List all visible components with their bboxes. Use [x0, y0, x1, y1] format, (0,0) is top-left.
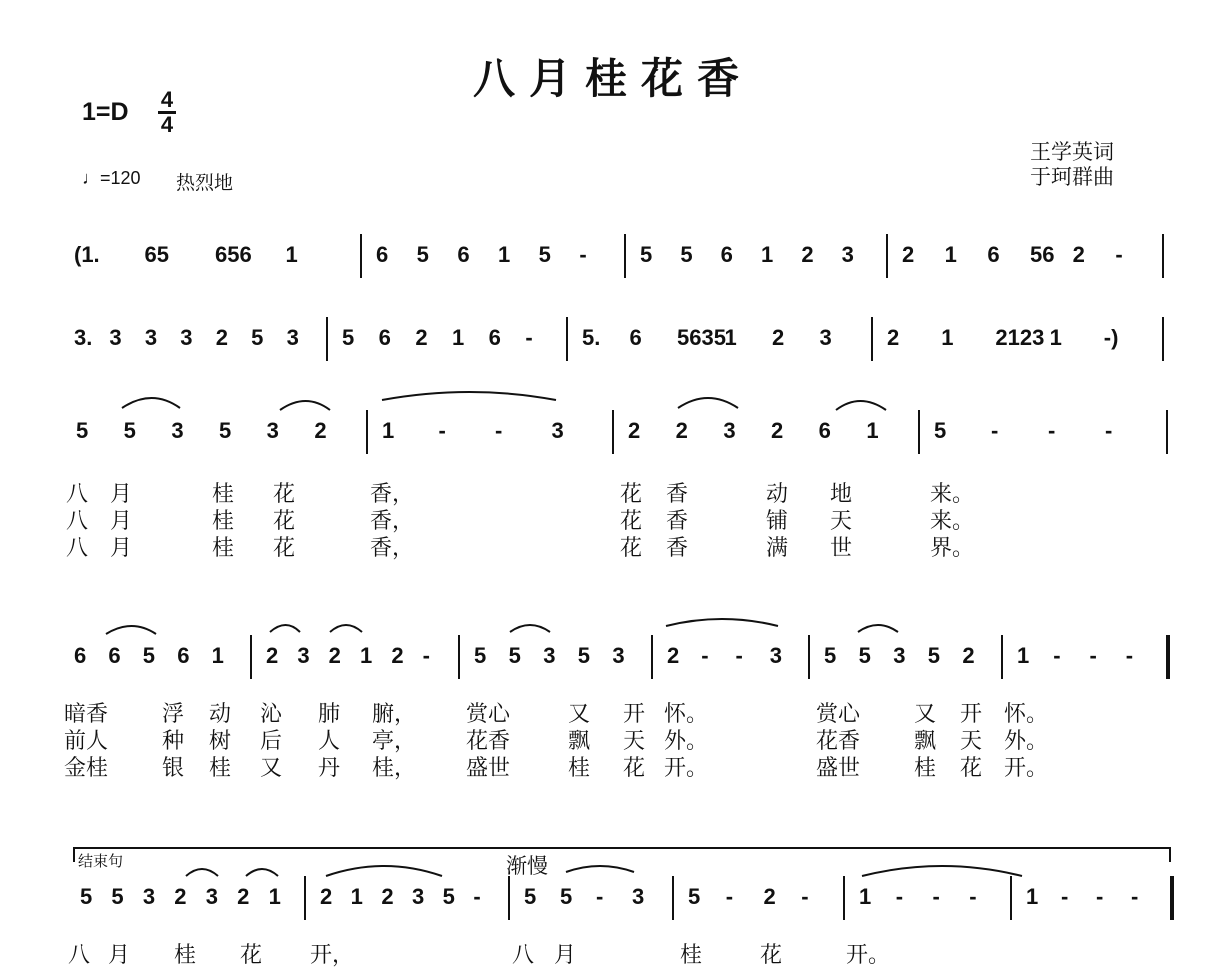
score-note: 2 — [771, 418, 784, 443]
lyric-syllable: 月 — [110, 536, 133, 561]
score-note: 5 — [640, 242, 653, 267]
slur-arc — [666, 619, 778, 626]
lyric-syllable: 暗香 — [64, 702, 109, 727]
lyric-syllable: 八 — [512, 943, 535, 968]
score-note: 6 — [720, 242, 733, 267]
lyric-syllable: 赏心 — [816, 702, 861, 727]
score-note: 2 — [887, 325, 900, 350]
lyric-syllable: 外。 — [1004, 729, 1049, 754]
score-note: 3 — [171, 418, 184, 443]
key-signature: 1=D — [82, 98, 129, 126]
score-note: 6 — [177, 643, 190, 668]
lyric-syllable: 桂 — [212, 509, 235, 534]
score-note: - — [422, 643, 430, 668]
lyric-syllable: 天 — [623, 729, 646, 754]
score-note: - — [801, 884, 809, 909]
score-note: 5 — [680, 242, 693, 267]
lyric-syllable: 银 — [162, 756, 185, 781]
score-note: 1 — [941, 325, 954, 350]
lyric-syllable: 花 — [623, 756, 646, 781]
score-note: 1 — [1026, 884, 1039, 909]
score-note: 2 — [314, 418, 327, 443]
score-note: 1 — [866, 418, 879, 443]
lyric-syllable: 怀。 — [664, 702, 709, 727]
score-note: - — [495, 418, 503, 443]
lyric-syllable: 后 — [260, 729, 283, 754]
slur-arc — [280, 401, 330, 410]
lyric-syllable: 天 — [830, 509, 853, 534]
score-note: 1 — [382, 418, 395, 443]
lyric-syllable: 桂 — [212, 482, 235, 507]
lyric-syllable: 花 — [620, 509, 643, 534]
score-note: 6 — [376, 242, 389, 267]
score-note: 2 — [328, 643, 341, 668]
slur-arc — [862, 866, 1022, 876]
score-note: 3 — [893, 643, 906, 668]
score-note: 2 — [1072, 242, 1085, 267]
score-note: - — [932, 884, 940, 909]
slur-arc — [836, 401, 886, 410]
score-note: 2123 — [995, 325, 1045, 350]
score-note: 5 — [111, 884, 124, 909]
score-note: 5 — [577, 643, 591, 668]
lyric-syllable: 月 — [110, 482, 133, 507]
lyric-syllable: 世 — [830, 536, 853, 561]
score-note: 1 — [944, 242, 957, 267]
score-note: - — [725, 884, 734, 909]
lyric-syllable: 花 — [960, 756, 983, 781]
lyric-syllable: 花 — [273, 536, 296, 561]
score-note: 6 — [818, 418, 831, 443]
score-note: 5 — [538, 242, 551, 267]
lyric-syllable: 来。 — [930, 482, 975, 507]
score-note: - — [1053, 643, 1061, 668]
score-note: 5 — [76, 418, 89, 443]
lyric-syllable: 花 — [620, 536, 643, 561]
score-note: 5. — [582, 325, 601, 350]
score-note: - — [1131, 884, 1139, 909]
lyric-syllable: 桂 — [680, 943, 703, 968]
score-note: - — [991, 418, 999, 443]
score-note: 2 — [381, 884, 394, 909]
score-note: (1. — [74, 242, 100, 267]
lyric-syllable: 天 — [960, 729, 983, 754]
score-note: 1 — [1017, 643, 1030, 668]
slur-arc — [330, 625, 362, 632]
score-note: 3 — [612, 643, 625, 668]
lyric-syllable: 前人 — [64, 729, 109, 754]
score-note: 3 — [723, 418, 736, 443]
time-sig-numerator: 4 — [160, 87, 174, 112]
score-note: 3 — [819, 325, 832, 350]
score-note: -) — [1103, 325, 1119, 350]
score-note: 3 — [297, 643, 310, 668]
lyric-syllable: 八 — [66, 482, 89, 507]
lyric-syllable: 怀。 — [1004, 702, 1049, 727]
composer-credit: 于珂群曲 — [1030, 166, 1114, 189]
score-note: 5 — [219, 418, 232, 443]
score-note: 5635 — [677, 325, 726, 350]
score-note: - — [1089, 643, 1097, 668]
slur-arc — [678, 398, 738, 408]
lyric-syllable: 飘 — [568, 729, 591, 754]
score-note: 2 — [415, 325, 428, 350]
score-note: 3 — [109, 325, 122, 350]
lyric-syllable: 开， — [310, 943, 355, 968]
score-note: 5 — [123, 418, 136, 443]
lyric-syllable: 满 — [766, 536, 789, 561]
lyric-syllable: 又 — [260, 756, 283, 781]
score-note: 2 — [675, 418, 688, 443]
lyric-syllable: 又 — [568, 702, 591, 727]
score-note: 5 — [688, 884, 701, 909]
score-note: 5 — [142, 643, 156, 668]
slur-arc — [270, 625, 300, 632]
score-note: 6 — [457, 242, 470, 267]
slur-arc — [106, 626, 156, 634]
lyric-syllable: 亭， — [372, 729, 417, 754]
score-note: 5 — [508, 643, 521, 668]
score-note: 3 — [286, 325, 299, 350]
lyric-syllable: 桂 — [568, 756, 591, 781]
lyric-syllable: 开。 — [846, 943, 891, 968]
score-note: - — [473, 884, 481, 909]
lyric-syllable: 花 — [620, 482, 643, 507]
score-note: 1 — [761, 242, 774, 267]
score-note: 6 — [378, 325, 391, 350]
slur-arc — [382, 392, 556, 400]
score-note: 5 — [474, 643, 487, 668]
score-note: 5 — [342, 325, 355, 350]
score-note: 1 — [452, 325, 465, 350]
lyric-syllable: 花 — [273, 509, 296, 534]
score-note: 5 — [927, 643, 941, 668]
score-note: 1 — [498, 242, 511, 267]
lyric-syllable: 飘 — [914, 729, 937, 754]
time-sig-denominator: 4 — [160, 112, 174, 137]
score-note: - — [1125, 643, 1134, 668]
lyric-syllable: 花 — [240, 943, 263, 968]
coda-bracket — [74, 848, 1170, 862]
lyric-syllable: 又 — [914, 702, 937, 727]
lyric-syllable: 动 — [766, 482, 789, 507]
lyric-syllable: 开 — [960, 702, 983, 727]
score-note: - — [969, 884, 977, 909]
score-note: 5 — [824, 643, 837, 668]
score-note: 1 — [350, 884, 363, 909]
lyric-syllable: 铺 — [766, 509, 789, 534]
score-note: 6 — [629, 325, 642, 350]
slur-arc — [566, 866, 634, 872]
score-note: 1 — [268, 884, 281, 909]
score-note: 5 — [416, 242, 429, 267]
slur-arc — [510, 625, 550, 632]
lyric-syllable: 桂 — [914, 756, 937, 781]
score-note: 2 — [801, 242, 814, 267]
score-note: 2 — [763, 884, 776, 909]
lyric-syllable: 香 — [666, 509, 689, 534]
lyric-syllable: 腑， — [372, 702, 417, 727]
score-note: 3 — [412, 884, 425, 909]
score-note: 1 — [211, 643, 224, 668]
lyric-syllable: 开。 — [1004, 756, 1049, 781]
tempo-marking: ♩=120 — [82, 168, 141, 188]
lyric-syllable: 花 — [760, 943, 783, 968]
score-note: 56 — [1030, 242, 1055, 267]
score-note: 1 — [724, 325, 737, 350]
lyric-syllable: 香 — [666, 536, 689, 561]
lyric-syllable: 香， — [370, 536, 415, 561]
lyric-syllable: 月 — [554, 943, 577, 968]
lyric-syllable: 桂 — [209, 756, 232, 781]
score-note: 1 — [360, 643, 373, 668]
score-note: - — [438, 418, 446, 443]
score-note: 2 — [174, 884, 187, 909]
lyric-syllable: 赏心 — [466, 702, 511, 727]
score-note: 2 — [320, 884, 333, 909]
lyric-syllable: 动 — [209, 702, 232, 727]
score-note: 5 — [442, 884, 455, 909]
score-note: 5 — [524, 884, 537, 909]
score-note: - — [525, 325, 533, 350]
score-note: 6 — [74, 643, 87, 668]
lyric-syllable: 桂， — [372, 756, 417, 781]
lyric-syllable: 沁 — [260, 702, 283, 727]
score-note: 3 — [144, 325, 158, 350]
score-note: 2 — [266, 643, 279, 668]
score-note: 3. — [74, 325, 93, 350]
lyric-syllable: 肺 — [318, 702, 341, 727]
lyric-syllable: 盛世 — [816, 756, 861, 781]
score-note: - — [1096, 884, 1104, 909]
score-note: - — [596, 884, 604, 909]
score-note: 2 — [237, 884, 250, 909]
lyricist-credit: 王学英词 — [1030, 141, 1114, 164]
score-note: - — [701, 643, 709, 668]
score-note: 5 — [80, 884, 93, 909]
lyric-syllable: 树 — [209, 729, 232, 754]
score-note: 2 — [628, 418, 641, 443]
score-note: 6 — [108, 643, 121, 668]
score-note: - — [735, 643, 743, 668]
lyric-syllable: 花 — [273, 482, 296, 507]
score-note: 2 — [902, 242, 915, 267]
slur-arc — [246, 869, 278, 876]
lyric-syllable: 地 — [830, 482, 853, 507]
score-note: - — [1048, 418, 1056, 443]
score-note: 2 — [962, 643, 975, 668]
lyric-syllable: 花香 — [466, 729, 511, 754]
lyric-syllable: 丹 — [318, 756, 341, 781]
score-note: 5 — [934, 418, 947, 443]
score-note: 2 — [215, 325, 228, 350]
score-note: 3 — [180, 325, 193, 350]
lyric-syllable: 桂 — [174, 943, 197, 968]
lyric-syllable: 浮 — [162, 702, 185, 727]
score-note: 6 — [488, 325, 501, 350]
score-note: 3 — [632, 884, 645, 909]
score-note: 3 — [543, 643, 556, 668]
score-note: 3 — [551, 418, 564, 443]
song-title: 八月桂花香 — [472, 54, 753, 103]
lyric-syllable: 种 — [162, 729, 185, 754]
score-note: - — [1105, 418, 1113, 443]
lyric-syllable: 界。 — [930, 536, 975, 561]
lyric-syllable: 盛世 — [466, 756, 511, 781]
score-note: 5 — [560, 884, 573, 909]
expression-marking: 热烈地 — [176, 173, 234, 194]
lyric-syllable: 八 — [66, 509, 89, 534]
score-note: 1 — [859, 884, 872, 909]
slur-arc — [326, 866, 442, 876]
score-note: - — [895, 884, 904, 909]
lyric-syllable: 八 — [68, 943, 91, 968]
score-note: 2 — [391, 643, 404, 668]
score-note: - — [1115, 242, 1123, 267]
lyric-syllable: 花香 — [816, 729, 861, 754]
score-note: 3 — [205, 884, 218, 909]
score-note: - — [1061, 884, 1069, 909]
score-note: 2 — [772, 325, 785, 350]
lyric-syllable: 金桂 — [64, 756, 109, 781]
score-note: 3 — [841, 242, 854, 267]
slowing-mark: 渐慢 — [506, 855, 548, 878]
score-note: 3 — [142, 884, 156, 909]
lyric-syllable: 月 — [110, 509, 133, 534]
slur-arc — [858, 625, 898, 632]
lyric-syllable: 桂 — [212, 536, 235, 561]
lyric-syllable: 人 — [318, 729, 341, 754]
lyric-syllable: 开。 — [664, 756, 709, 781]
score-note: 3 — [266, 418, 279, 443]
score-note: 656 — [215, 242, 252, 267]
score-note: 1 — [285, 242, 298, 267]
score-note: 3 — [769, 643, 782, 668]
score-note: 1 — [1049, 325, 1062, 350]
score-note: 65 — [144, 242, 169, 267]
score-note: 5 — [858, 643, 871, 668]
lyric-syllable: 外。 — [664, 729, 709, 754]
lyric-syllable: 八 — [66, 536, 89, 561]
lyric-syllable: 香， — [370, 509, 415, 534]
slur-arc — [122, 398, 180, 408]
lyric-syllable: 月 — [108, 943, 131, 968]
lyric-syllable: 来。 — [930, 509, 975, 534]
lyric-syllable: 开 — [623, 702, 646, 727]
coda-label: 结束句 — [78, 853, 124, 870]
lyric-syllable: 香 — [666, 482, 689, 507]
score-note: 6 — [987, 242, 1000, 267]
score-note: 2 — [667, 643, 680, 668]
slur-arc — [186, 869, 218, 876]
score-note: - — [579, 242, 587, 267]
score-note: 5 — [251, 325, 264, 350]
lyric-syllable: 香， — [370, 482, 415, 507]
